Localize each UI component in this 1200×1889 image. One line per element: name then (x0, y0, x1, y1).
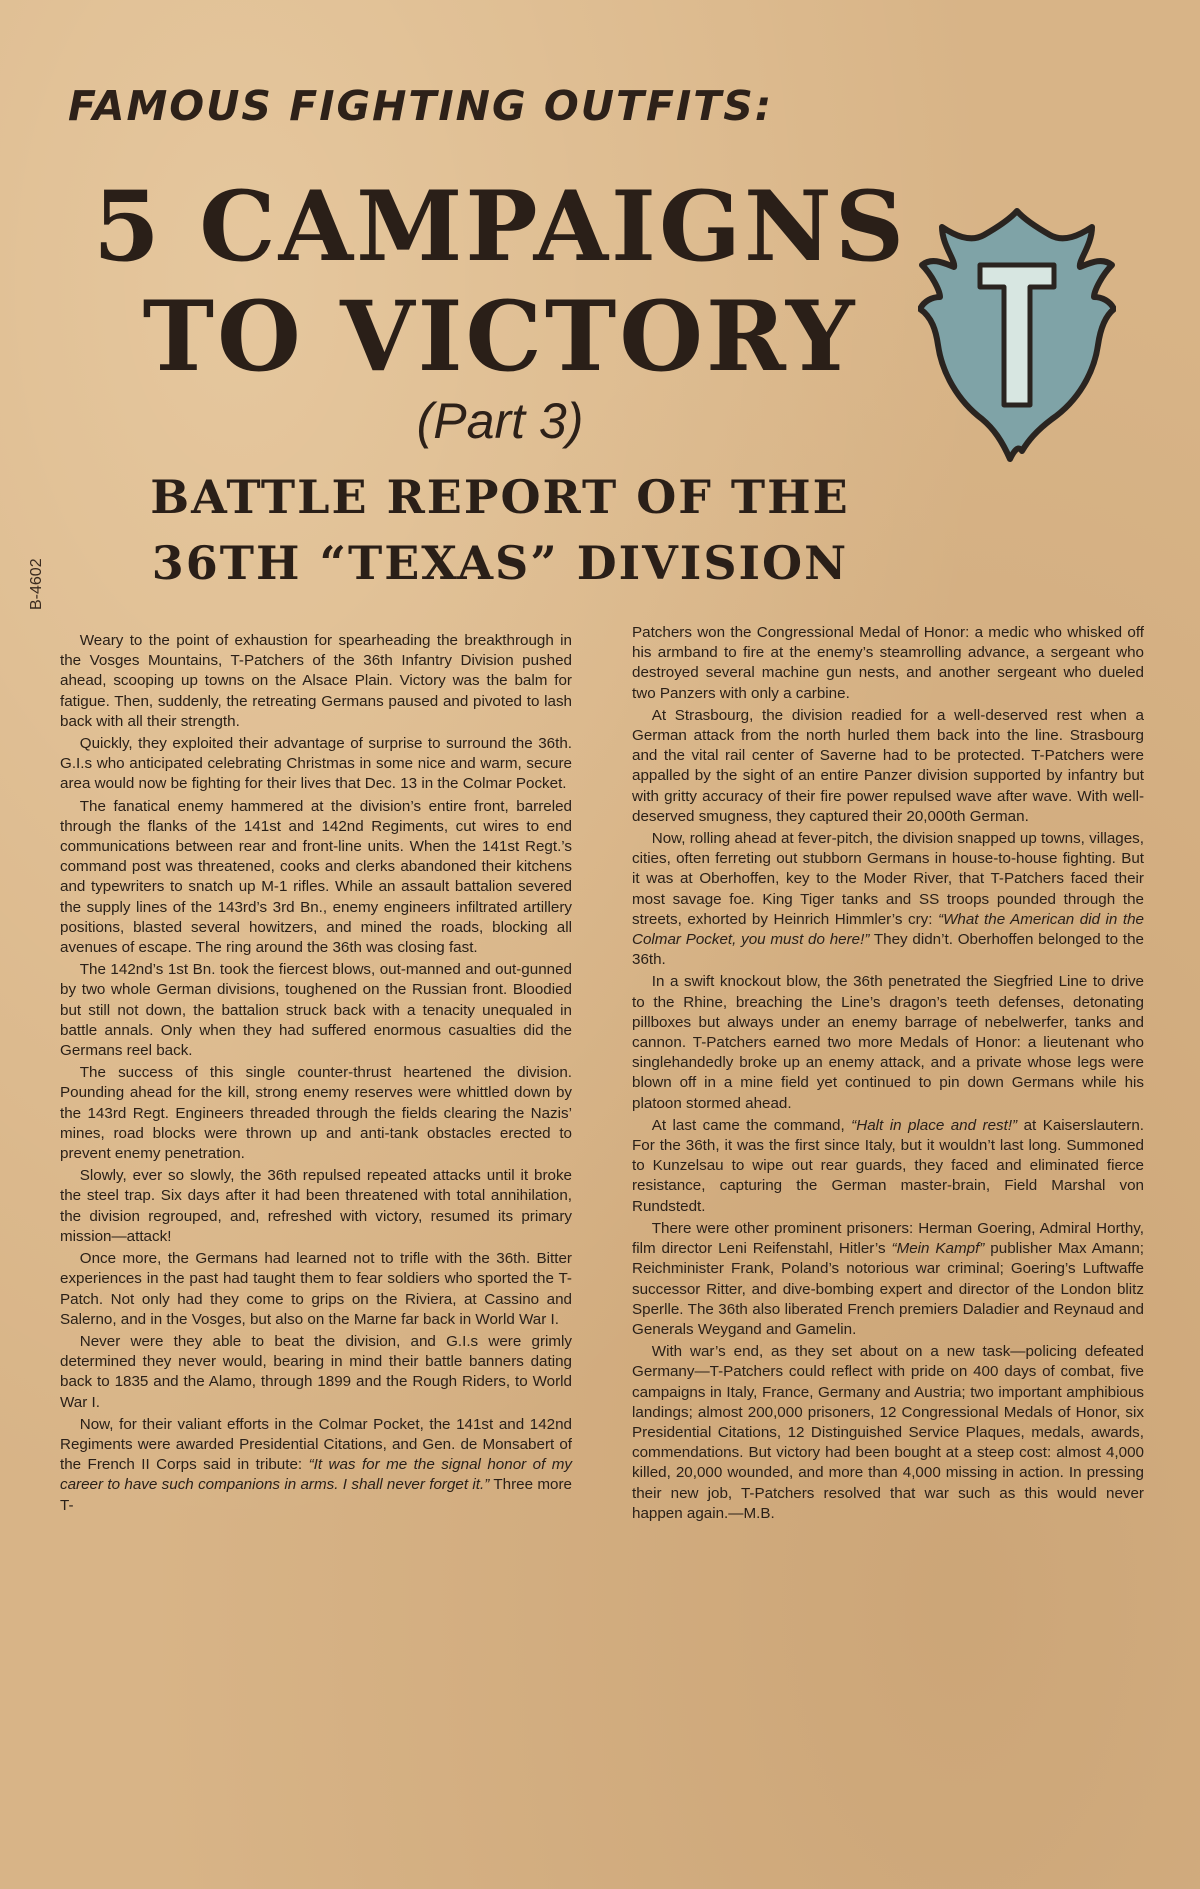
headline-line-2: TO VICTORY (142, 280, 858, 393)
part-label: (Part 3) (416, 393, 584, 449)
subheadline-line-2: 36TH “TEXAS” DIVISION (151, 536, 849, 590)
paragraph: Weary to the point of exhaustion for spearheading the breakthrough in the Vosges Mountains, T-Patchers of the 36th Infantry Division pushed ahead, scooping up towns on the Alsace Plain. Victory was the balm for fatigue. Then, suddenly, the retreating Germans paused and pivoted to lash back with all their strength. (60, 632, 572, 730)
article-column-right (632, 623, 1144, 1524)
text-run: Three more T- (60, 1476, 572, 1514)
paragraph: Patchers won the Congressional Medal of Honor: a medic who whisked off his armband to fire at the enemy’s steamrolling advance, a sergeant who destroyed several machine gun nests, and another sergeant who dueled two Panzers with only a carbine. (632, 624, 1144, 702)
subheadline-line-1: BATTLE REPORT OF THE (150, 470, 850, 524)
quote-text: “It was for me the signal honor of my career to have such companions in arms. I shall never forget it.” (60, 1456, 572, 1494)
side-catalog-code: B-4602 (28, 558, 45, 610)
quote-text: “What the American did in the Colmar Pocket, you must do here!” (632, 910, 1145, 949)
paragraph: The success of this single counter-thrust heartened the division. Pounding ahead for the kill, strong enemy reserves were whittled down by the 143rd Regt. Engineers threaded through the fields clearing the Nazis’ mines, road blocks were thrown up and anti-tank obstacles erected to prevent enemy penetration. (60, 1064, 572, 1163)
paragraph (632, 829, 1144, 970)
article-column-left (60, 631, 572, 1516)
text-run: There were other prominent prisoners: Herman Goering, Admiral Horthy, film director Leni Reifenstahl, Hitler’s (632, 1219, 1144, 1258)
paragraph: Slowly, ever so slowly, the 36th repulsed repeated attacks until it broke the steel trap. Six days after it had been threatened with total annihilation, the division regrouped, and, refreshed with victory, resumed its primary mission—attack! (60, 1167, 572, 1245)
paragraph (60, 1415, 572, 1516)
paragraph: With war’s end, as they set about on a new task—policing defeated Germany—T-Patchers could reflect with pride on 400 days of combat, five campaigns in Italy, France, Germany and Austria; two important amphibious landings; almost 200,000 prisoners, 12 Congressional Medals of Honor, six Presidential Citations, 12 Distinguished Service Plaques, medals, awards, commendations. But victory had been bought at a steep cost: almost 4,000 killed, 20,000 wounded, and more than 4,000 missing in action. In pressing their new job, T-Patchers resolved that war such as this would never happen again.—M.B. (632, 1343, 1144, 1522)
text-run: publisher Max Amann; Reichminister Frank, Poland’s notorious war criminal; Goering’s Luftwaffe successor Ritter, and dive-bombing expert and director of the London blitz Sperlle. The 36th also liberated French premiers Daladier and Reynaud and Generals Weygand and Gamelin. (632, 1240, 1144, 1338)
book-title: “Mein Kampf” (891, 1240, 985, 1258)
paragraph: Never were they able to beat the division, and G.I.s were grimly determined they never would, bearing in mind their battle banners dating back to 1835 and the Alamo, through 1899 and the Rough Riders, to World War I. (60, 1332, 572, 1411)
paragraph: The 142nd’s 1st Bn. took the fiercest blows, out-manned and out-gunned by two whole German divisions, toughened on the Russian front. Bloodied but still not down, the battalion struck back with a tenacity unequaled in battle annals. Only when they had suffered enormous casualties did the Germans reel back. (60, 961, 572, 1060)
headline-line-1: 5 CAMPAIGNS (92, 170, 908, 283)
paragraph (632, 1219, 1144, 1340)
quote-text: “Halt in place and rest!” (851, 1116, 1018, 1134)
paragraph: Once more, the Germans had learned not to trifle with the 36th. Bitter experiences in the past had taught them to fear soldiers who sported the T-Patch. Not only had they come to grips on the Riviera, at Cassino and Salerno, and in the Vosges, but also on the Marne far back in World War I. (60, 1250, 572, 1328)
paragraph: At Strasbourg, the division readied for a well-deserved rest when a German attack from the north hurled them back into the line. Strasbourg and the vital rail center of Saverne had to be protected. T-Patchers were appalled by the sight of an entire Panzer division supported by infantry but with gritty accuracy of their fire power repulsed wave after wave. With well-deserved smugness, they captured their 20,000th German. (632, 706, 1144, 825)
text-run: at Kaiserslautern. For the 36th, it was the first since Italy, but it wouldn’t last long. Summoned to Kunzelsau to wipe out rear guards, they faced and eliminated fierce resistance, capturing the German master-brain, Field Marshal von Rundstedt. (632, 1116, 1144, 1215)
text-run: At last came the command, (651, 1116, 852, 1134)
paragraph (632, 1116, 1144, 1217)
text-run: They didn’t. Oberhoffen belonged to the 36th. (632, 931, 1144, 969)
series-kicker: FAMOUS FIGHTING OUTFITS: (68, 82, 774, 130)
paragraph: In a swift knockout blow, the 36th penetrated the Siegfried Line to drive to the Rhine, breaching the Line’s dragon’s teeth defenses, detonating pillboxes but always under an enemy barrage of nebelwerfer, tanks and cannon. T-Patchers earned two more Medals of Honor: a lieutenant who singlehandedly broke up an enemy attack, and a private whose legs were blown off in a mine field yet continued to pin down Germans while his platoon stormed ahead. (632, 973, 1144, 1112)
t-patch-arrowhead-icon (918, 205, 1116, 467)
text-run: Now, for their valiant efforts in the Colmar Pocket, the 141st and 142nd Regiments were awarded Presidential Citations, and Gen. de Monsabert of the French II Corps said in tribute: (60, 1415, 572, 1474)
paragraph: The fanatical enemy hammered at the division’s entire front, barreled through the flanks of the 141st and 142nd Regiments, cut wires to end communications between rear and front-line units. When the 141st Regt.’s command post was threatened, cooks and clerks abandoned their kitchens and typewriters to snatch up M-1 rifles. While an assault battalion severed the supply lines of the 143rd’s 3rd Bn., enemy engineers infiltrated artillery positions, blasted several howitzers, and mined the roads, blocking all avenues of escape. The ring around the 36th was closing fast. (60, 797, 572, 957)
paragraph: Quickly, they exploited their advantage of surprise to surround the 36th. G.I.s who anticipated celebrating Christmas in some nice and warm, secure area would now be fighting for their lives that Dec. 13 in the Colmar Pocket. (60, 735, 572, 793)
text-run: Now, rolling ahead at fever-pitch, the division snapped up towns, villages, cities, often ferreting out stubborn Germans in house-to-house fighting. But it was at Oberhoffen, key to the Moder River, that T-Patchers faced their most savage foe. King Tiger tanks and SS troops pounded through the streets, exhorted by Heinrich Himmler’s cry: (632, 830, 1144, 928)
